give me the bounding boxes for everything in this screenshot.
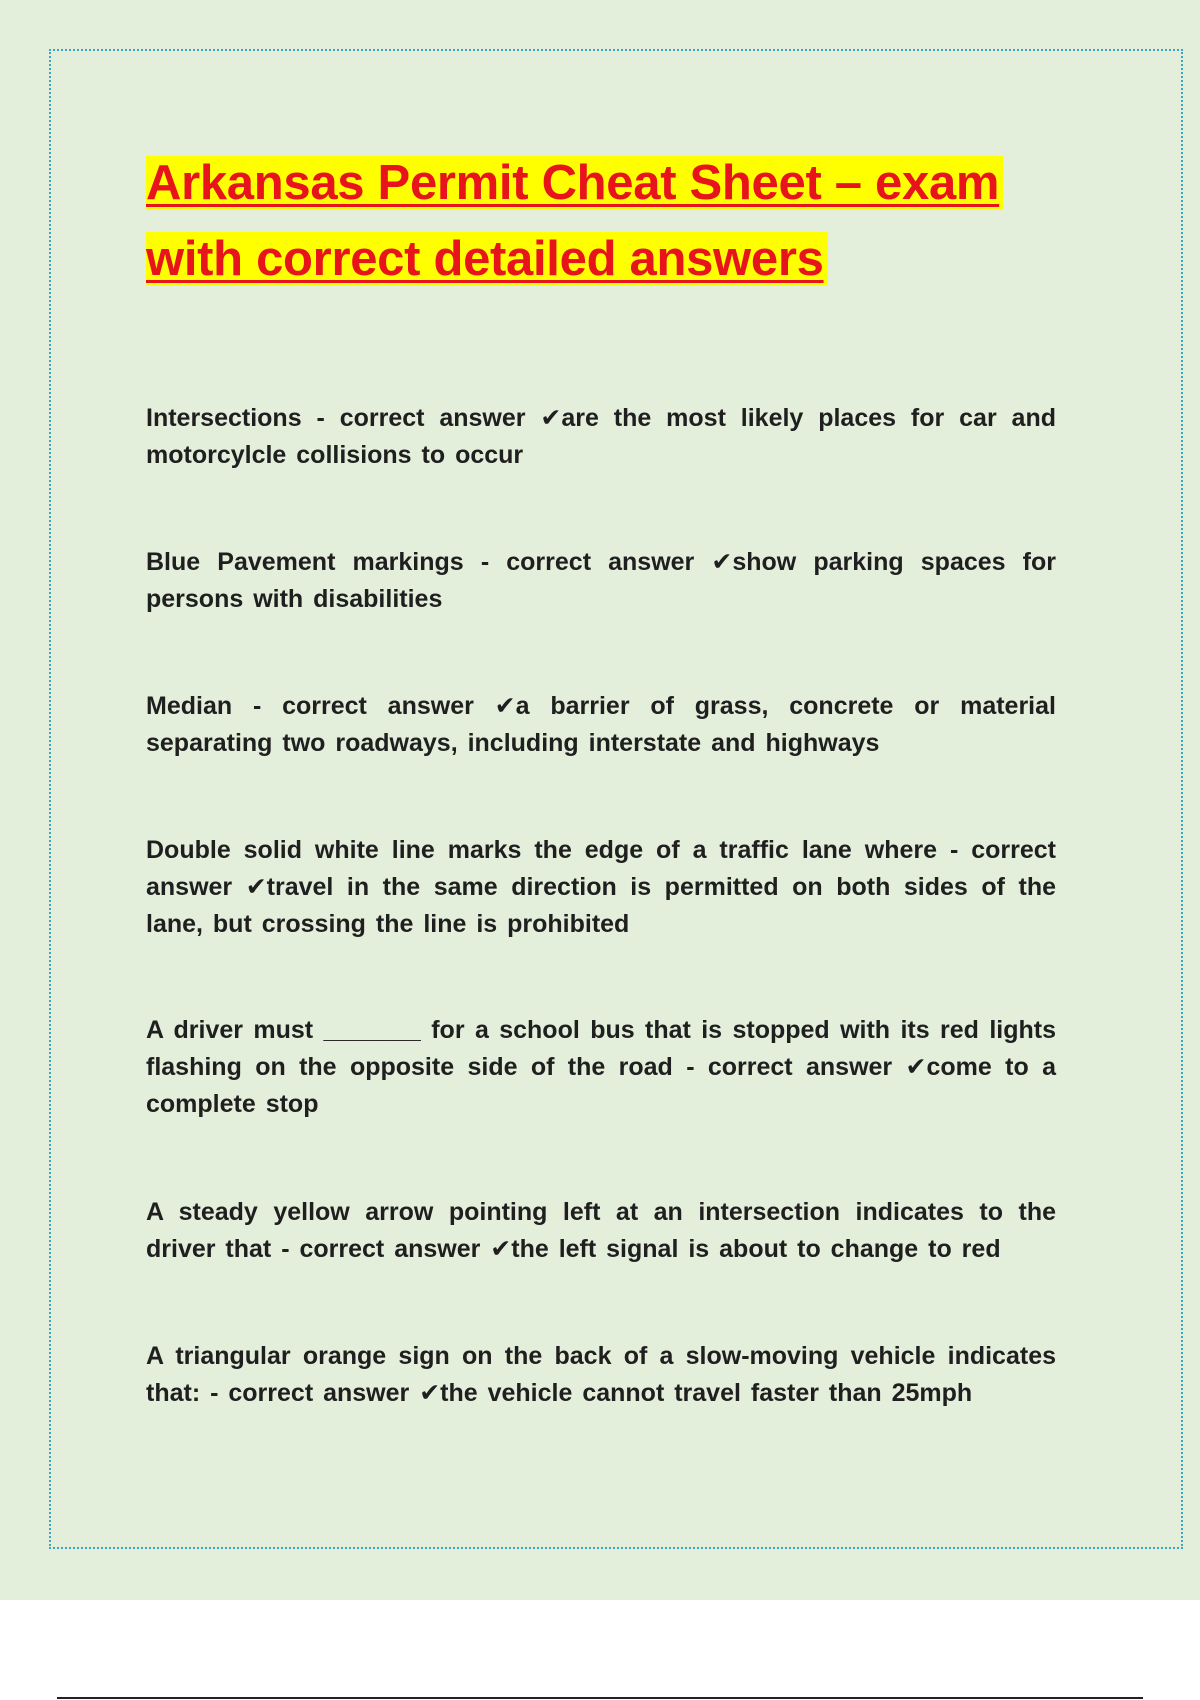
qa-answer: are the most likely places for car and motorcylcle collisions to occur [146,404,1056,469]
title-line-2: with correct detailed answers [146,232,828,286]
answer-marker: - correct answer ✔ [480,548,733,576]
qa-item [146,688,1056,762]
qa-answer: come to a complete stop [146,1053,1056,1118]
answer-marker: - correct answer ✔ [316,404,562,432]
qa-question: A steady yellow arrow pointing left at an intersection indicates to the driver that [146,1198,1056,1263]
qa-question: Double solid white line marks the edge of a traffic lane where [146,836,938,864]
title-line-1: Arkansas Permit Cheat Sheet – exam [146,156,1003,210]
qa-item [146,400,1056,474]
document-content [146,145,1057,1407]
qa-item [146,544,1056,618]
qa-answer: show parking spaces for persons with disabilities [146,548,1057,613]
qa-item [146,1338,1056,1412]
qa-question: A driver must _______ for a school bus that is stopped with its red lights flashing on the opposite side of the road [146,1016,1056,1081]
qa-answer: the left signal is about to change to red [511,1235,1001,1263]
qa-question: A triangular orange sign on the back of a slow-moving vehicle indicates that: [146,1342,1056,1407]
qa-question: Blue Pavement markings [146,548,464,576]
answer-marker: - correct answer ✔ [210,1379,441,1407]
answer-marker: - correct answer ✔ [281,1235,512,1263]
qa-item [146,832,1056,943]
answer-marker: - correct answer ✔ [686,1053,927,1081]
qa-question: Intersections [146,404,302,432]
qa-item [146,1012,1056,1123]
answer-marker: - correct answer ✔ [252,692,516,720]
qa-answer: a barrier of grass, concrete or material separating two roadways, including interstate and highways [146,692,1056,757]
footer-rule [57,1697,1143,1699]
answer-marker: - correct answer ✔ [146,836,1056,901]
document-title [146,145,1056,297]
qa-answer: travel in the same direction is permitted on both sides of the lane, but crossing the line is prohibited [146,873,1056,938]
qa-item [146,1194,1056,1268]
qa-answer: the vehicle cannot travel faster than 25mph [440,1379,973,1407]
qa-question: Median [146,692,233,720]
